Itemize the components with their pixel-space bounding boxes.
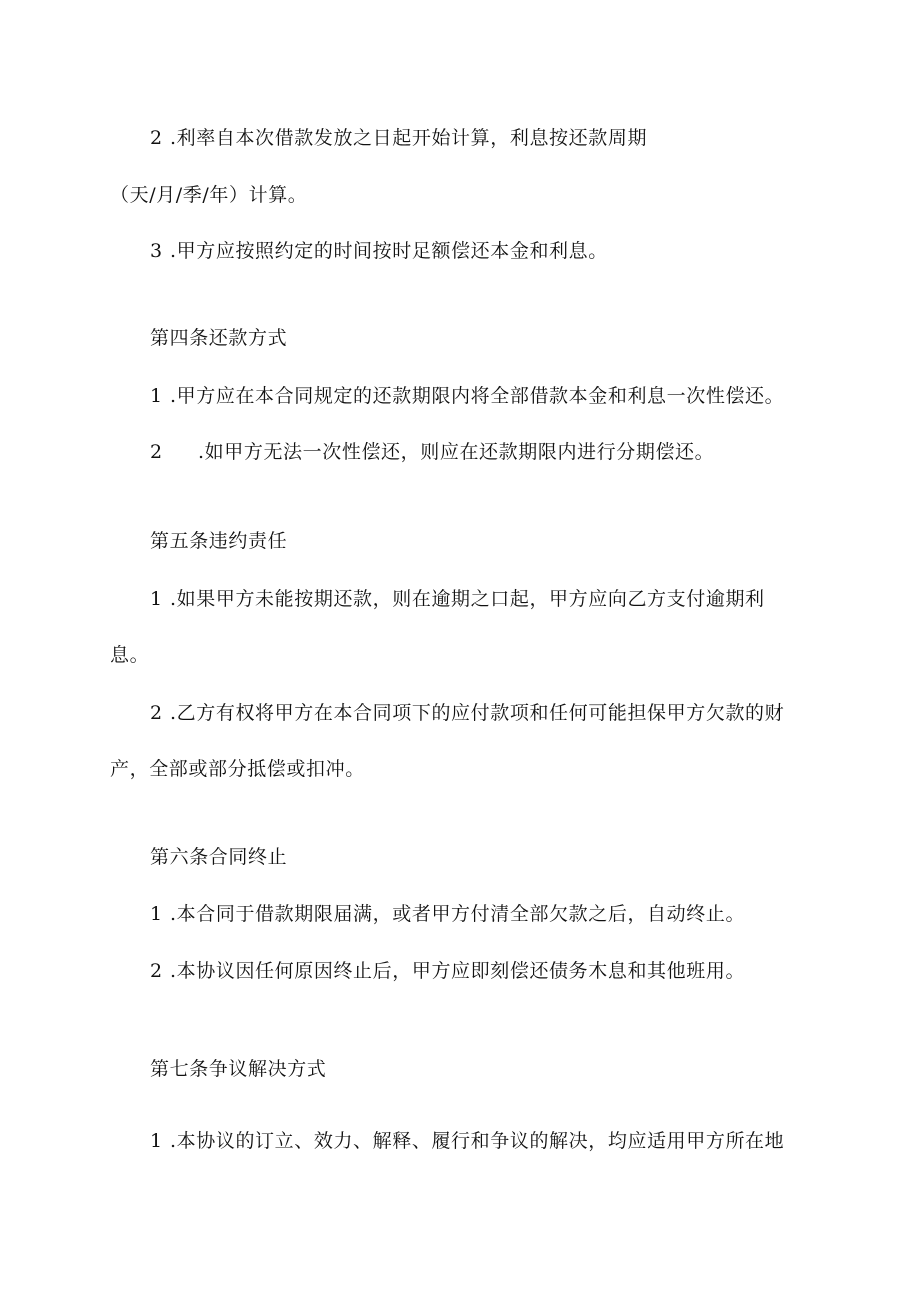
item-text: .本协议的订立、效力、解释、履行和争议的解决，均应适用甲方所在地 bbox=[170, 1130, 785, 1152]
article-6-title: 第六条合同终止 bbox=[150, 846, 288, 868]
item-number: 1 bbox=[150, 1130, 163, 1152]
item-number: 2 bbox=[150, 441, 163, 463]
article-4-item-2 bbox=[150, 440, 714, 464]
item-text: .本合同于借款期限届满，或者甲方付清全部欠款之后，自动终止。 bbox=[170, 903, 746, 925]
article-7-item-1 bbox=[150, 1129, 784, 1153]
item-number: 1 bbox=[150, 903, 163, 925]
clause-3-item-2-line-2: （天/月/季/年）计算。 bbox=[110, 184, 308, 206]
article-4-title: 第四条还款方式 bbox=[150, 327, 288, 349]
article-6-item-1 bbox=[150, 902, 745, 926]
item-text: .乙方有权将甲方在本合同项下的应付款项和任何可能担保甲方欠款的财 bbox=[170, 702, 785, 724]
article-5-item-1 bbox=[150, 587, 765, 611]
item-text: .如甲方无法一次性偿还，则应在还款期限内进行分期偿还。 bbox=[198, 441, 715, 463]
article-4-item-1 bbox=[150, 384, 784, 408]
item-text: .利率自本次借款发放之日起开始计算，利息按还款周期 bbox=[170, 127, 648, 149]
article-5-item-2-continuation: 产，全部或部分抵偿或扣冲。 bbox=[110, 758, 365, 780]
article-7-title: 第七条争议解决方式 bbox=[150, 1058, 327, 1080]
article-5-item-2 bbox=[150, 701, 784, 725]
item-text: .甲方应按照约定的时间按时足额偿还本金和利息。 bbox=[170, 240, 608, 262]
item-number: 1 bbox=[150, 385, 163, 407]
item-text: .本协议因任何原因终止后，甲方应即刻偿还债务木息和其他班用。 bbox=[170, 960, 746, 982]
item-text: .如果甲方未能按期还款，则在逾期之口起，甲方应向乙方支付逾期利 bbox=[170, 588, 765, 610]
item-number: 2 bbox=[150, 960, 163, 982]
article-6-item-2 bbox=[150, 959, 745, 983]
item-number: 2 bbox=[150, 127, 163, 149]
article-5-item-1-continuation: 息。 bbox=[110, 644, 150, 666]
item-number: 1 bbox=[150, 588, 163, 610]
item-text: .甲方应在本合同规定的还款期限内将全部借款本金和利息一次性偿还。 bbox=[170, 385, 785, 407]
item-number: 3 bbox=[150, 240, 163, 262]
article-5-title: 第五条违约责任 bbox=[150, 530, 288, 552]
item-number: 2 bbox=[150, 702, 163, 724]
clause-3-item-3 bbox=[150, 239, 608, 263]
clause-3-item-2-line-1 bbox=[150, 126, 647, 150]
